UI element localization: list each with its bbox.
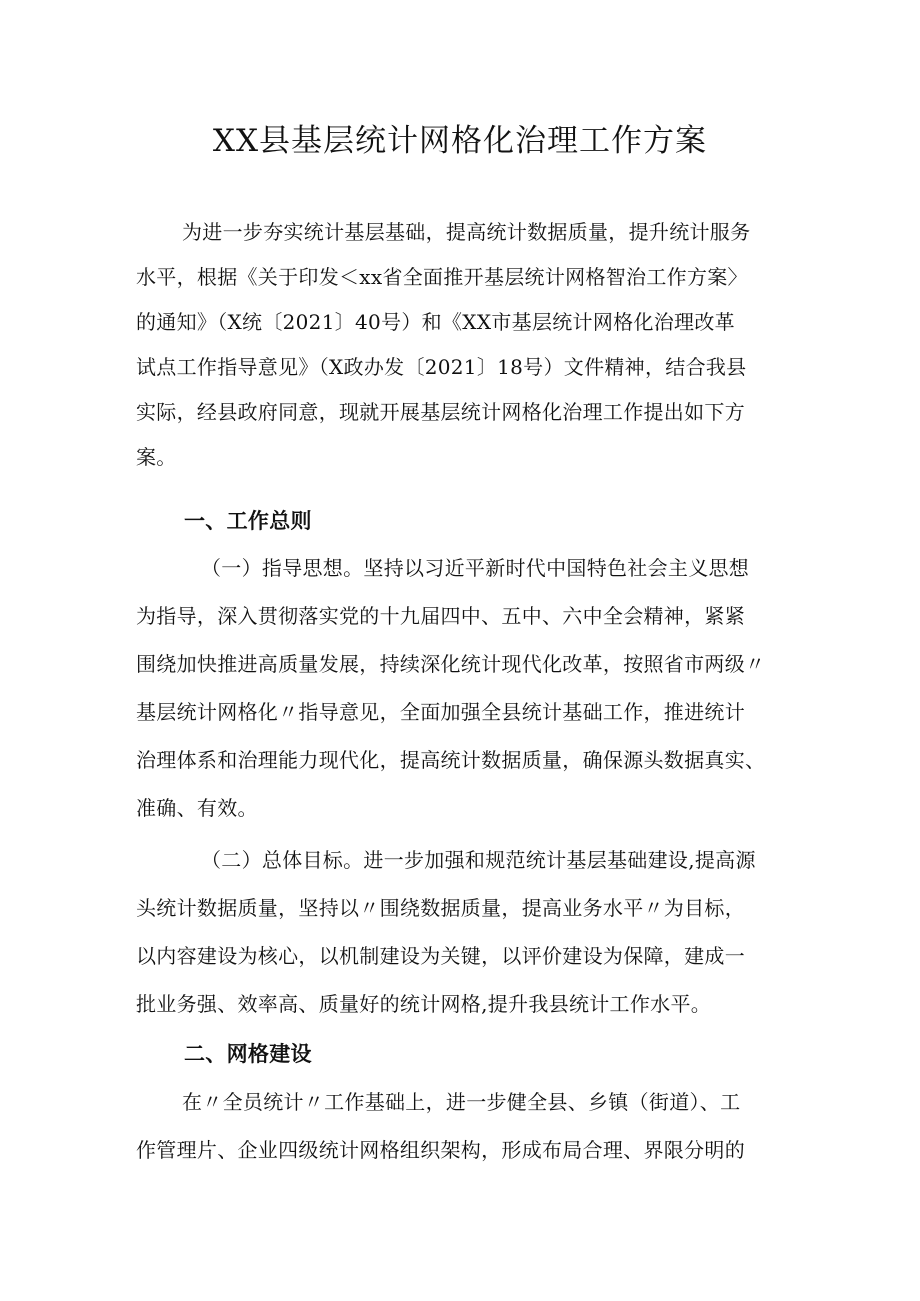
document-title: XX县基层统计网格化治理工作方案 [212, 123, 708, 159]
section-heading-2: 二、网格建设 [184, 1042, 312, 1066]
intro-line-6: 案。 [136, 445, 177, 469]
guiding-ideology-line-2: 为指导，深入贯彻落实党的十九届四中、五中、六中全会精神，紧紧 [136, 604, 745, 628]
overall-goal-line-1: （二）总体目标。进一步加强和规范统计基层基础建设,提高源 [201, 848, 756, 872]
intro-line-2: 水平，根据《关于印发＜xx省全面推开基层统计网格智治工作方案〉 [136, 265, 748, 289]
overall-goal-line-4: 批业务强、效率高、质量好的统计网格,提升我县统计工作水平。 [136, 992, 712, 1016]
guiding-ideology-line-6: 准确、有效。 [136, 796, 258, 820]
intro-line-1: 为进一步夯实统计基层基础，提高统计数据质量，提升统计服务 [182, 220, 751, 244]
overall-goal-line-3: 以内容建设为核心，以机制建设为关键，以评价建设为保障，建成一 [136, 944, 745, 968]
overall-goal-line-2: 头统计数据质量，坚持以〃围绕数据质量，提高业务水平〃为目标， [136, 896, 745, 920]
guiding-ideology-line-4: 基层统计网格化〃指导意见，全面加强全县统计基础工作，推进统计 [136, 700, 745, 724]
intro-line-5: 实际，经县政府同意，现就开展基层统计网格化治理工作提出如下方 [136, 400, 745, 424]
guiding-ideology-line-5: 治理体系和治理能力现代化，提高统计数据质量，确保源头数据真实、 [136, 748, 766, 772]
section-heading-1: 一、工作总则 [184, 509, 312, 533]
guiding-ideology-line-3: 围绕加快推进高质量发展，持续深化统计现代化改革，按照省市两级〃 [136, 652, 766, 676]
guiding-ideology-line-1: （一）指导思想。坚持以习近平新时代中国特色社会主义思想 [201, 556, 750, 580]
grid-construction-line-2: 作管理片、企业四级统计网格组织架构，形成布局合理、界限分明的 [136, 1138, 745, 1162]
intro-line-3: 的通知》（X统〔2021〕40号）和《XX市基层统计网格化治理改革 [136, 310, 735, 334]
grid-construction-line-1: 在〃全员统计〃工作基础上，进一步健全县、乡镇（街道）、工 [182, 1090, 741, 1114]
intro-line-4: 试点工作指导意见》（X政办发〔2021〕18号）文件精神，结合我县 [136, 355, 747, 379]
